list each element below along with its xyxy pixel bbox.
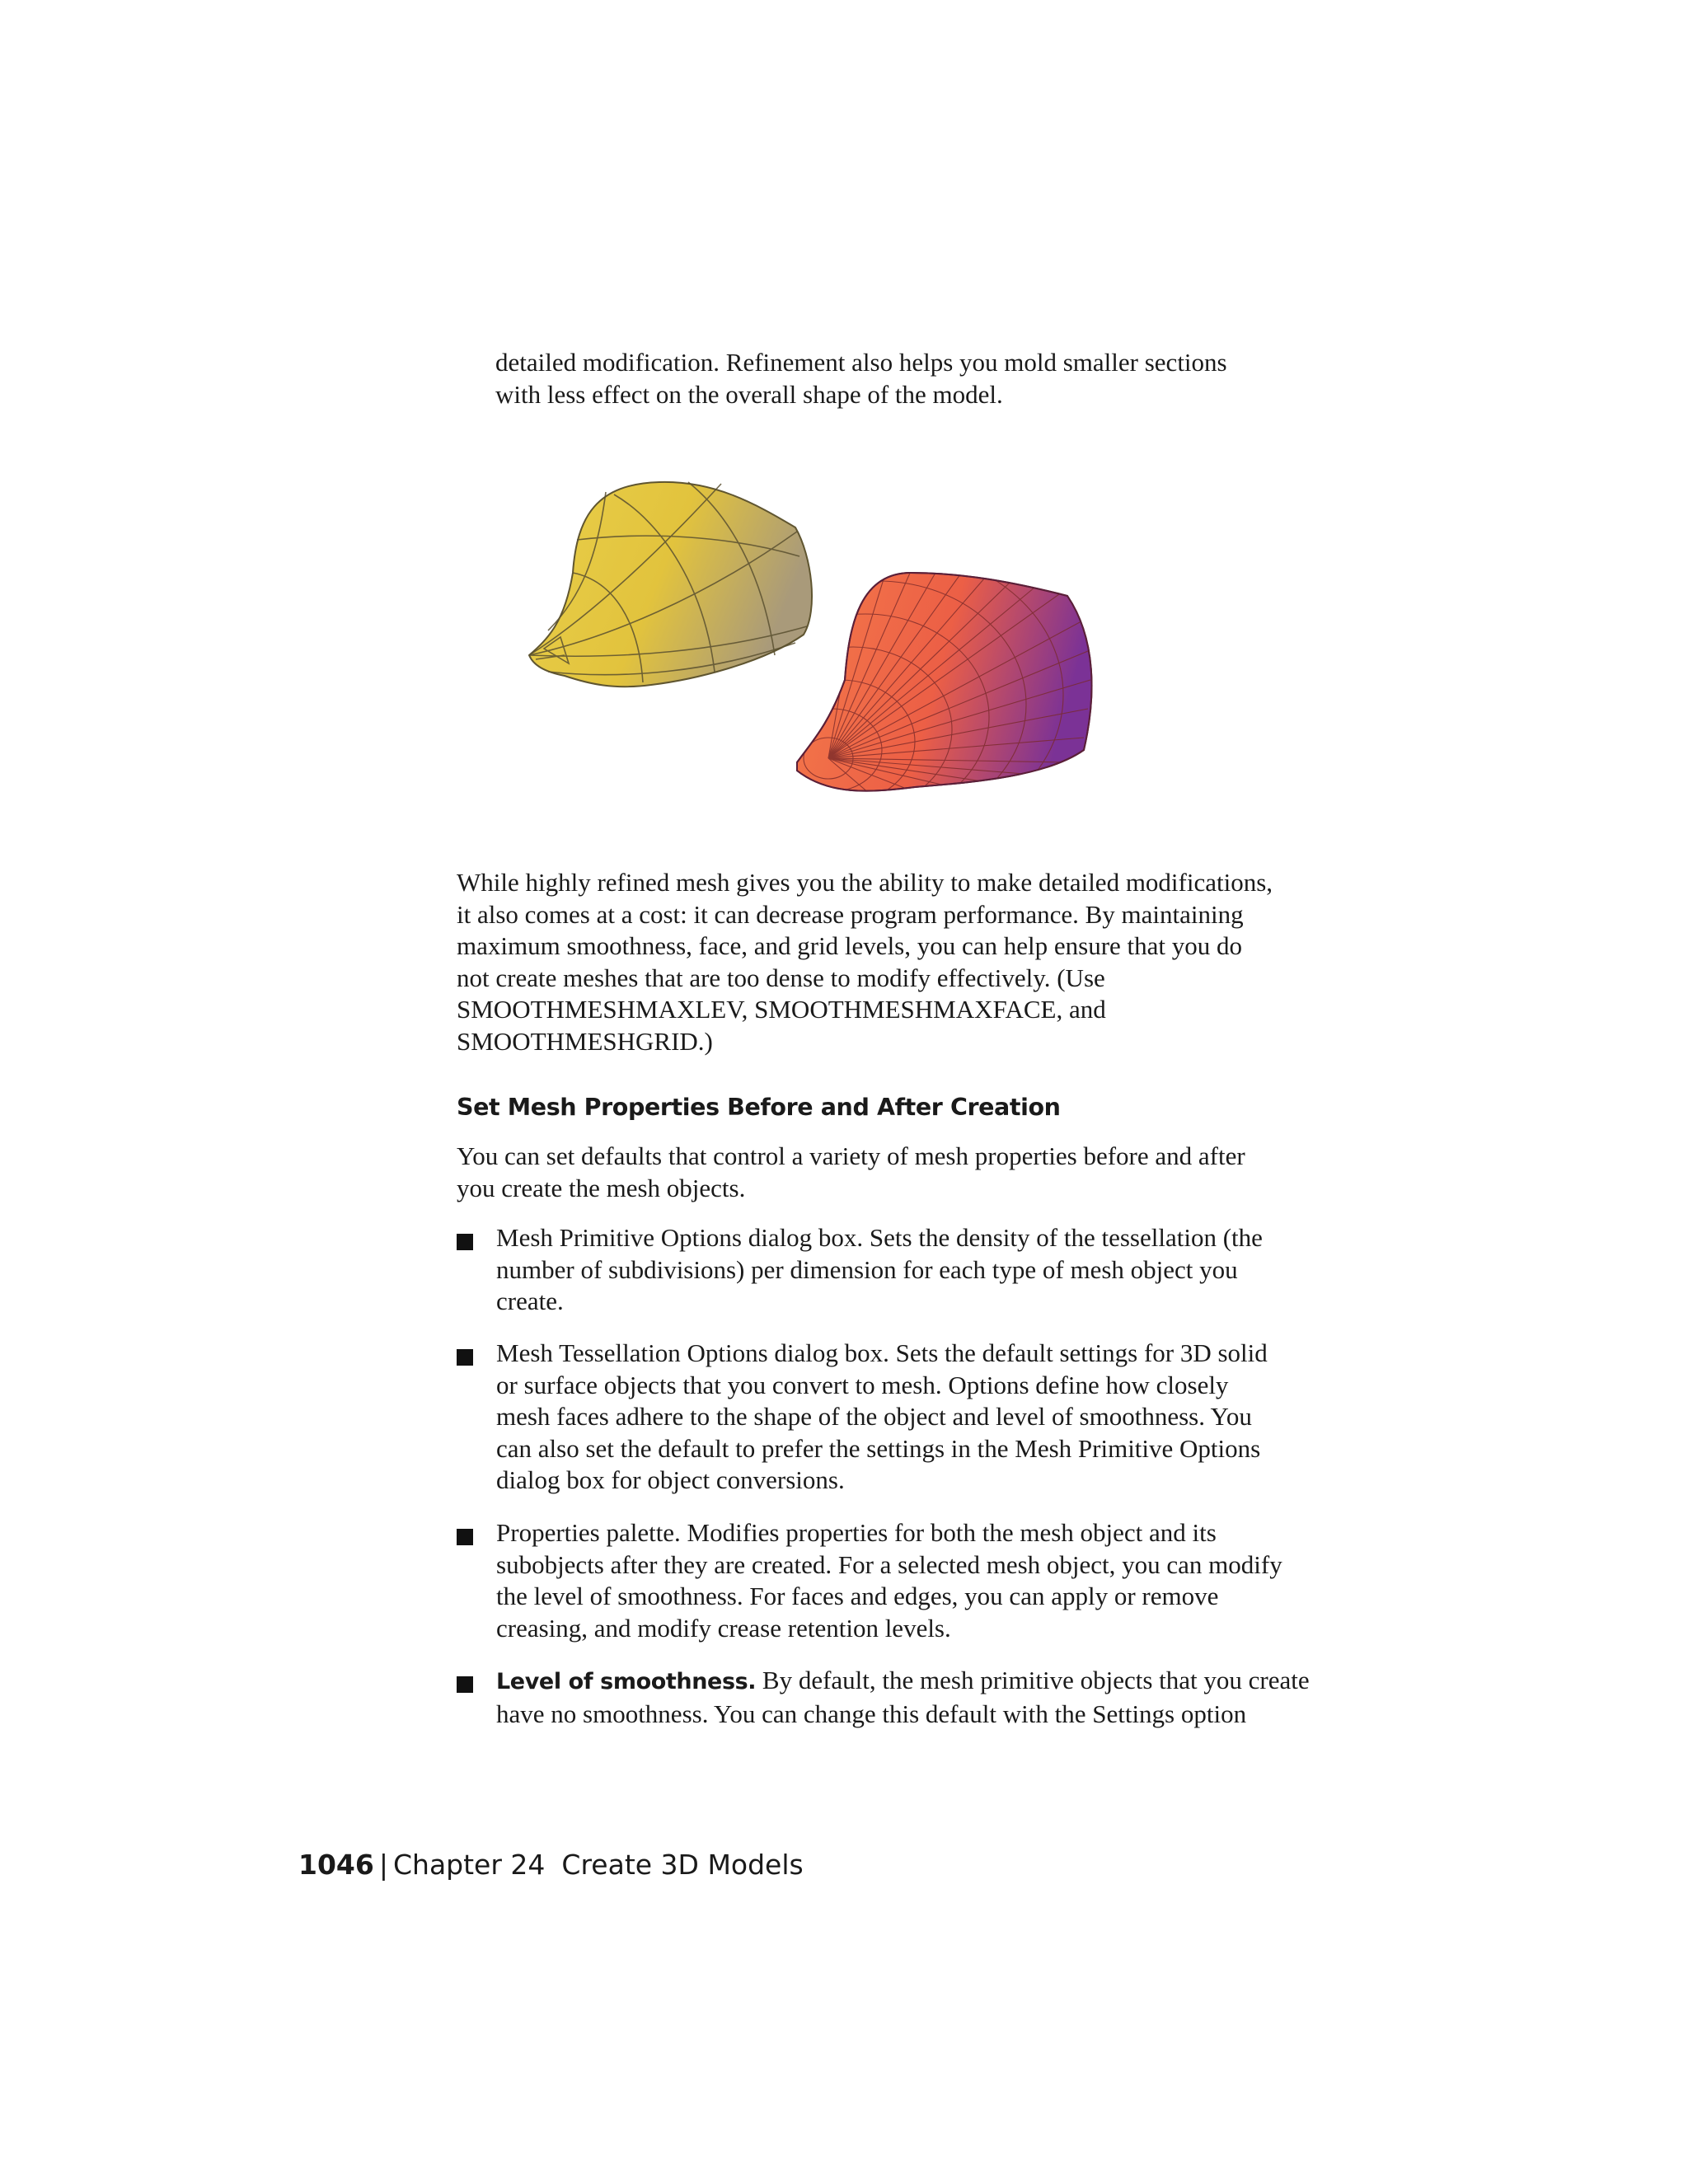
text-line: Mesh Tessellation Options dialog box. Sets the default settings for 3D solid [496, 1338, 1268, 1367]
text-line: or surface objects that you convert to mesh. Options define how closely [496, 1370, 1229, 1399]
coarse-mesh-shape [529, 482, 812, 687]
text-line: Mesh Primitive Options dialog box. Sets the density of the tessellation (the [496, 1223, 1263, 1252]
bullet-square-icon [457, 1234, 473, 1250]
text-line: can also set the default to prefer the settings in the Mesh Primitive Options [496, 1433, 1261, 1463]
mesh-comparison-figure [499, 433, 1117, 820]
bullet-square-icon [457, 1676, 473, 1693]
text-line: maximum smoothness, face, and grid levels, you can help ensure that you do [457, 931, 1243, 960]
chapter-label: Chapter 24 [392, 1849, 546, 1881]
page-footer [298, 1849, 804, 1882]
section-heading: Set Mesh Properties Before and After Creation [457, 1094, 1061, 1121]
text-line: number of subdivisions) per dimension for each type of mesh object you [496, 1254, 1238, 1284]
body-paragraph [457, 867, 1273, 1057]
bullet-square-icon [457, 1529, 473, 1545]
list-item-text [496, 1665, 1310, 1730]
list-item-text [496, 1338, 1268, 1497]
text-line: the level of smoothness. For faces and edges, you can apply or remove [496, 1582, 1219, 1610]
text-line [496, 1665, 1310, 1699]
bold-term: Level of smoothness. [496, 1669, 757, 1694]
text-line: You can set defaults that control a variety of mesh properties before and after [457, 1141, 1245, 1170]
bullet-square-icon [457, 1349, 473, 1366]
page-number: 1046 [298, 1849, 374, 1881]
text-line: have no smoothness. You can change this default with the Settings option [496, 1699, 1247, 1728]
text-line: with less effect on the overall shape of the model. [495, 379, 1003, 409]
text-line: not create meshes that are too dense to modify effectively. (Use [457, 963, 1105, 992]
text-line: SMOOTHMESHGRID.) [457, 1026, 713, 1056]
text-line: Properties palette. Modifies properties for both the mesh object and its [496, 1518, 1217, 1547]
chapter-title: Create 3D Models [561, 1849, 804, 1881]
text-line: it also comes at a cost: it can decrease program performance. By maintaining [457, 899, 1244, 929]
intro-paragraph [495, 347, 1227, 410]
text-line: you create the mesh objects. [457, 1173, 746, 1202]
text-line: creasing, and modify crease retention levels. [496, 1613, 951, 1643]
footer-separator: | [378, 1849, 388, 1881]
text-run: By default, the mesh primitive objects that you create [756, 1666, 1310, 1694]
text-line: subobjects after they are created. For a selected mesh object, you can modify [496, 1549, 1282, 1579]
text-line: create. [496, 1286, 564, 1315]
text-line: detailed modification. Refinement also helps you mold smaller sections [495, 348, 1227, 377]
section-intro [457, 1141, 1245, 1204]
list-item-text [496, 1222, 1263, 1318]
list-item-text [496, 1517, 1282, 1644]
text-line: While highly refined mesh gives you the ability to make detailed modifications, [457, 868, 1273, 897]
text-line: SMOOTHMESHMAXLEV, SMOOTHMESHMAXFACE, and [457, 995, 1106, 1024]
text-line: dialog box for object conversions. [496, 1465, 845, 1494]
text-line: mesh faces adhere to the shape of the object and level of smoothness. You [496, 1402, 1252, 1431]
